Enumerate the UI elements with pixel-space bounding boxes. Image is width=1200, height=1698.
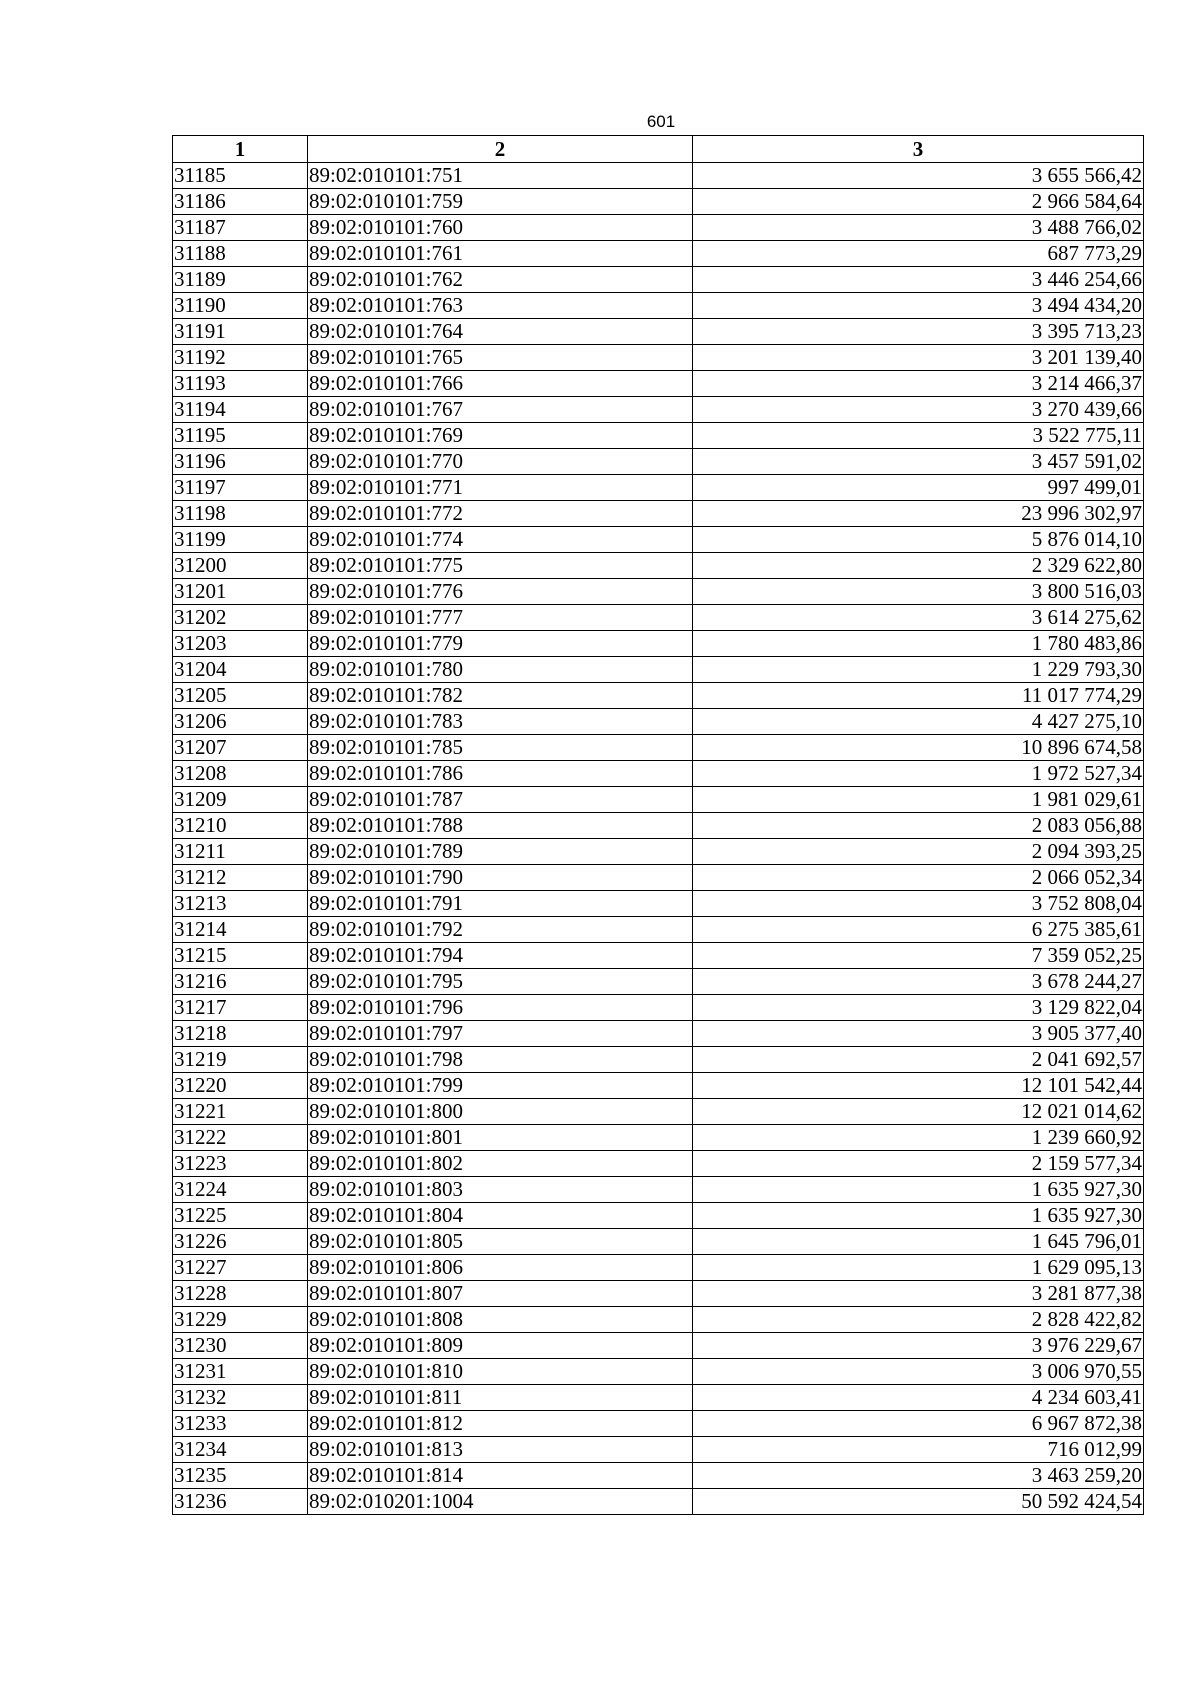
table-row xyxy=(173,319,1144,345)
cadastral-value-cell: 4 234 603,41 xyxy=(693,1385,1144,1411)
row-number-cell: 31186 xyxy=(173,189,308,215)
cadastral-value-cell: 2 083 056,88 xyxy=(693,813,1144,839)
table-row xyxy=(173,917,1144,943)
table-row xyxy=(173,189,1144,215)
cadastral-value-cell: 11 017 774,29 xyxy=(693,683,1144,709)
table-row xyxy=(173,761,1144,787)
cadastral-number-cell: 89:02:010101:799 xyxy=(308,1073,693,1099)
cadastral-number-cell: 89:02:010101:791 xyxy=(308,891,693,917)
table-row xyxy=(173,1047,1144,1073)
row-number-cell: 31223 xyxy=(173,1151,308,1177)
row-number-cell: 31191 xyxy=(173,319,308,345)
table-row xyxy=(173,501,1144,527)
column-header-3: 3 xyxy=(693,136,1144,163)
row-number-cell: 31213 xyxy=(173,891,308,917)
row-number-cell: 31196 xyxy=(173,449,308,475)
cadastral-value-cell: 6 967 872,38 xyxy=(693,1411,1144,1437)
row-number-cell: 31205 xyxy=(173,683,308,709)
cadastral-value-cell: 2 094 393,25 xyxy=(693,839,1144,865)
cadastral-value-cell: 3 614 275,62 xyxy=(693,605,1144,631)
cadastral-value-cell: 3 752 808,04 xyxy=(693,891,1144,917)
row-number-cell: 31219 xyxy=(173,1047,308,1073)
cadastral-value-cell: 1 635 927,30 xyxy=(693,1177,1144,1203)
table-row xyxy=(173,1307,1144,1333)
cadastral-number-cell: 89:02:010101:808 xyxy=(308,1307,693,1333)
cadastral-value-cell: 3 201 139,40 xyxy=(693,345,1144,371)
cadastral-value-cell: 3 270 439,66 xyxy=(693,397,1144,423)
row-number-cell: 31197 xyxy=(173,475,308,501)
row-number-cell: 31193 xyxy=(173,371,308,397)
table-row xyxy=(173,1203,1144,1229)
row-number-cell: 31221 xyxy=(173,1099,308,1125)
cadastral-value-cell: 3 129 822,04 xyxy=(693,995,1144,1021)
cadastral-value-cell: 1 780 483,86 xyxy=(693,631,1144,657)
table-row xyxy=(173,865,1144,891)
cadastral-value-cell: 3 395 713,23 xyxy=(693,319,1144,345)
row-number-cell: 31202 xyxy=(173,605,308,631)
row-number-cell: 31217 xyxy=(173,995,308,1021)
table-row xyxy=(173,813,1144,839)
row-number-cell: 31233 xyxy=(173,1411,308,1437)
cadastral-number-cell: 89:02:010101:809 xyxy=(308,1333,693,1359)
row-number-cell: 31187 xyxy=(173,215,308,241)
cadastral-value-cell: 1 635 927,30 xyxy=(693,1203,1144,1229)
row-number-cell: 31185 xyxy=(173,163,308,189)
cadastral-number-cell: 89:02:010101:804 xyxy=(308,1203,693,1229)
row-number-cell: 31206 xyxy=(173,709,308,735)
row-number-cell: 31216 xyxy=(173,969,308,995)
cadastral-value-cell: 3 494 434,20 xyxy=(693,293,1144,319)
table-row xyxy=(173,397,1144,423)
table-row xyxy=(173,371,1144,397)
column-header-1: 1 xyxy=(173,136,308,163)
cadastral-number-cell: 89:02:010101:785 xyxy=(308,735,693,761)
cadastral-number-cell: 89:02:010101:787 xyxy=(308,787,693,813)
cadastral-number-cell: 89:02:010101:771 xyxy=(308,475,693,501)
cadastral-value-cell: 3 281 877,38 xyxy=(693,1281,1144,1307)
cadastral-value-cell: 50 592 424,54 xyxy=(693,1489,1144,1515)
table-row xyxy=(173,267,1144,293)
cadastral-number-cell: 89:02:010101:813 xyxy=(308,1437,693,1463)
table-row xyxy=(173,345,1144,371)
table-row xyxy=(173,969,1144,995)
cadastral-number-cell: 89:02:010101:772 xyxy=(308,501,693,527)
row-number-cell: 31212 xyxy=(173,865,308,891)
cadastral-value-cell: 3 488 766,02 xyxy=(693,215,1144,241)
cadastral-number-cell: 89:02:010101:775 xyxy=(308,553,693,579)
cadastral-number-cell: 89:02:010101:803 xyxy=(308,1177,693,1203)
cadastral-value-cell: 2 159 577,34 xyxy=(693,1151,1144,1177)
cadastral-value-cell: 6 275 385,61 xyxy=(693,917,1144,943)
cadastral-number-cell: 89:02:010101:802 xyxy=(308,1151,693,1177)
row-number-cell: 31225 xyxy=(173,1203,308,1229)
row-number-cell: 31194 xyxy=(173,397,308,423)
table-header-row xyxy=(173,136,1144,163)
row-number-cell: 31195 xyxy=(173,423,308,449)
cadastral-value-cell: 4 427 275,10 xyxy=(693,709,1144,735)
cadastral-value-cell: 3 655 566,42 xyxy=(693,163,1144,189)
table-row xyxy=(173,1489,1144,1515)
row-number-cell: 31198 xyxy=(173,501,308,527)
row-number-cell: 31189 xyxy=(173,267,308,293)
table-row xyxy=(173,1255,1144,1281)
cadastral-value-cell: 10 896 674,58 xyxy=(693,735,1144,761)
table-row xyxy=(173,735,1144,761)
table-row xyxy=(173,1099,1144,1125)
cadastral-number-cell: 89:02:010101:814 xyxy=(308,1463,693,1489)
cadastral-value-cell: 7 359 052,25 xyxy=(693,943,1144,969)
cadastral-number-cell: 89:02:010101:751 xyxy=(308,163,693,189)
row-number-cell: 31234 xyxy=(173,1437,308,1463)
cadastral-number-cell: 89:02:010101:763 xyxy=(308,293,693,319)
table-row xyxy=(173,553,1144,579)
table-row xyxy=(173,293,1144,319)
table-row xyxy=(173,657,1144,683)
cadastral-value-cell: 12 101 542,44 xyxy=(693,1073,1144,1099)
row-number-cell: 31232 xyxy=(173,1385,308,1411)
table-row xyxy=(173,1333,1144,1359)
cadastral-value-cell: 12 021 014,62 xyxy=(693,1099,1144,1125)
cadastral-value-cell: 3 457 591,02 xyxy=(693,449,1144,475)
cadastral-number-cell: 89:02:010101:800 xyxy=(308,1099,693,1125)
row-number-cell: 31211 xyxy=(173,839,308,865)
cadastral-number-cell: 89:02:010101:796 xyxy=(308,995,693,1021)
cadastral-number-cell: 89:02:010101:769 xyxy=(308,423,693,449)
table-row xyxy=(173,709,1144,735)
cadastral-number-cell: 89:02:010101:765 xyxy=(308,345,693,371)
cadastral-number-cell: 89:02:010101:770 xyxy=(308,449,693,475)
table-row xyxy=(173,1177,1144,1203)
cadastral-value-cell: 2 066 052,34 xyxy=(693,865,1144,891)
cadastral-number-cell: 89:02:010101:783 xyxy=(308,709,693,735)
row-number-cell: 31222 xyxy=(173,1125,308,1151)
row-number-cell: 31229 xyxy=(173,1307,308,1333)
row-number-cell: 31214 xyxy=(173,917,308,943)
cadastral-number-cell: 89:02:010101:761 xyxy=(308,241,693,267)
table-row xyxy=(173,1411,1144,1437)
table-row xyxy=(173,995,1144,1021)
row-number-cell: 31188 xyxy=(173,241,308,267)
row-number-cell: 31218 xyxy=(173,1021,308,1047)
cadastral-number-cell: 89:02:010101:811 xyxy=(308,1385,693,1411)
row-number-cell: 31220 xyxy=(173,1073,308,1099)
table-row xyxy=(173,1359,1144,1385)
row-number-cell: 31231 xyxy=(173,1359,308,1385)
row-number-cell: 31200 xyxy=(173,553,308,579)
table-row xyxy=(173,787,1144,813)
row-number-cell: 31226 xyxy=(173,1229,308,1255)
cadastral-number-cell: 89:02:010101:794 xyxy=(308,943,693,969)
cadastral-number-cell: 89:02:010101:777 xyxy=(308,605,693,631)
cadastral-value-cell: 3 006 970,55 xyxy=(693,1359,1144,1385)
cadastral-number-cell: 89:02:010101:795 xyxy=(308,969,693,995)
row-number-cell: 31228 xyxy=(173,1281,308,1307)
cadastral-number-cell: 89:02:010101:792 xyxy=(308,917,693,943)
row-number-cell: 31227 xyxy=(173,1255,308,1281)
cadastral-number-cell: 89:02:010101:807 xyxy=(308,1281,693,1307)
cadastral-number-cell: 89:02:010101:774 xyxy=(308,527,693,553)
table-row xyxy=(173,579,1144,605)
cadastral-value-cell: 716 012,99 xyxy=(693,1437,1144,1463)
cadastral-number-cell: 89:02:010101:782 xyxy=(308,683,693,709)
cadastral-value-cell: 1 629 095,13 xyxy=(693,1255,1144,1281)
table-row xyxy=(173,1021,1144,1047)
table-row xyxy=(173,891,1144,917)
row-number-cell: 31201 xyxy=(173,579,308,605)
table-row xyxy=(173,943,1144,969)
cadastral-value-cell: 1 972 527,34 xyxy=(693,761,1144,787)
cadastral-number-cell: 89:02:010101:801 xyxy=(308,1125,693,1151)
cadastral-value-cell: 1 981 029,61 xyxy=(693,787,1144,813)
cadastral-number-cell: 89:02:010101:766 xyxy=(308,371,693,397)
cadastral-number-cell: 89:02:010101:788 xyxy=(308,813,693,839)
table-row xyxy=(173,527,1144,553)
row-number-cell: 31224 xyxy=(173,1177,308,1203)
table-row xyxy=(173,423,1144,449)
table-row xyxy=(173,605,1144,631)
cadastral-number-cell: 89:02:010101:759 xyxy=(308,189,693,215)
table-row xyxy=(173,1151,1144,1177)
cadastral-number-cell: 89:02:010101:760 xyxy=(308,215,693,241)
row-number-cell: 31209 xyxy=(173,787,308,813)
cadastral-value-cell: 2 966 584,64 xyxy=(693,189,1144,215)
cadastral-value-cell: 3 446 254,66 xyxy=(693,267,1144,293)
cadastral-number-cell: 89:02:010101:786 xyxy=(308,761,693,787)
table-row xyxy=(173,449,1144,475)
cadastral-value-cell: 1 239 660,92 xyxy=(693,1125,1144,1151)
row-number-cell: 31204 xyxy=(173,657,308,683)
row-number-cell: 31207 xyxy=(173,735,308,761)
table-row xyxy=(173,1229,1144,1255)
cadastral-value-cell: 687 773,29 xyxy=(693,241,1144,267)
cadastral-value-cell: 997 499,01 xyxy=(693,475,1144,501)
table-row xyxy=(173,1073,1144,1099)
cadastral-number-cell: 89:02:010101:789 xyxy=(308,839,693,865)
cadastral-number-cell: 89:02:010101:764 xyxy=(308,319,693,345)
table-row xyxy=(173,1281,1144,1307)
table-row xyxy=(173,631,1144,657)
cadastral-value-cell: 3 522 775,11 xyxy=(693,423,1144,449)
page-number: 601 xyxy=(646,112,676,131)
cadastral-value-cell: 2 041 692,57 xyxy=(693,1047,1144,1073)
cadastral-value-cell: 2 828 422,82 xyxy=(693,1307,1144,1333)
table-row xyxy=(173,1463,1144,1489)
row-number-cell: 31190 xyxy=(173,293,308,319)
cadastral-value-cell: 1 645 796,01 xyxy=(693,1229,1144,1255)
cadastral-number-cell: 89:02:010101:767 xyxy=(308,397,693,423)
row-number-cell: 31199 xyxy=(173,527,308,553)
row-number-cell: 31208 xyxy=(173,761,308,787)
row-number-cell: 31215 xyxy=(173,943,308,969)
table-row xyxy=(173,241,1144,267)
table-body xyxy=(173,163,1144,1515)
table-row xyxy=(173,839,1144,865)
cadastral-number-cell: 89:02:010101:798 xyxy=(308,1047,693,1073)
cadastral-number-cell: 89:02:010101:776 xyxy=(308,579,693,605)
table-row xyxy=(173,1385,1144,1411)
cadastral-value-cell: 2 329 622,80 xyxy=(693,553,1144,579)
cadastral-value-cell: 5 876 014,10 xyxy=(693,527,1144,553)
cadastral-value-cell: 3 678 244,27 xyxy=(693,969,1144,995)
cadastral-value-table xyxy=(172,135,1144,1515)
table-row xyxy=(173,1125,1144,1151)
cadastral-number-cell: 89:02:010101:762 xyxy=(308,267,693,293)
cadastral-number-cell: 89:02:010101:779 xyxy=(308,631,693,657)
cadastral-number-cell: 89:02:010101:812 xyxy=(308,1411,693,1437)
row-number-cell: 31230 xyxy=(173,1333,308,1359)
cadastral-number-cell: 89:02:010101:805 xyxy=(308,1229,693,1255)
row-number-cell: 31210 xyxy=(173,813,308,839)
table-row xyxy=(173,683,1144,709)
column-header-2: 2 xyxy=(308,136,693,163)
cadastral-number-cell: 89:02:010101:780 xyxy=(308,657,693,683)
cadastral-number-cell: 89:02:010101:806 xyxy=(308,1255,693,1281)
cadastral-value-cell: 3 976 229,67 xyxy=(693,1333,1144,1359)
cadastral-number-cell: 89:02:010101:790 xyxy=(308,865,693,891)
table-row xyxy=(173,1437,1144,1463)
cadastral-number-cell: 89:02:010201:1004 xyxy=(308,1489,693,1515)
cadastral-value-cell: 3 214 466,37 xyxy=(693,371,1144,397)
table-row xyxy=(173,475,1144,501)
table-row xyxy=(173,215,1144,241)
cadastral-value-cell: 3 905 377,40 xyxy=(693,1021,1144,1047)
row-number-cell: 31203 xyxy=(173,631,308,657)
row-number-cell: 31236 xyxy=(173,1489,308,1515)
cadastral-value-cell: 23 996 302,97 xyxy=(693,501,1144,527)
table-row xyxy=(173,163,1144,189)
cadastral-value-cell: 3 800 516,03 xyxy=(693,579,1144,605)
cadastral-number-cell: 89:02:010101:810 xyxy=(308,1359,693,1385)
row-number-cell: 31192 xyxy=(173,345,308,371)
cadastral-number-cell: 89:02:010101:797 xyxy=(308,1021,693,1047)
cadastral-value-cell: 3 463 259,20 xyxy=(693,1463,1144,1489)
cadastral-value-cell: 1 229 793,30 xyxy=(693,657,1144,683)
row-number-cell: 31235 xyxy=(173,1463,308,1489)
